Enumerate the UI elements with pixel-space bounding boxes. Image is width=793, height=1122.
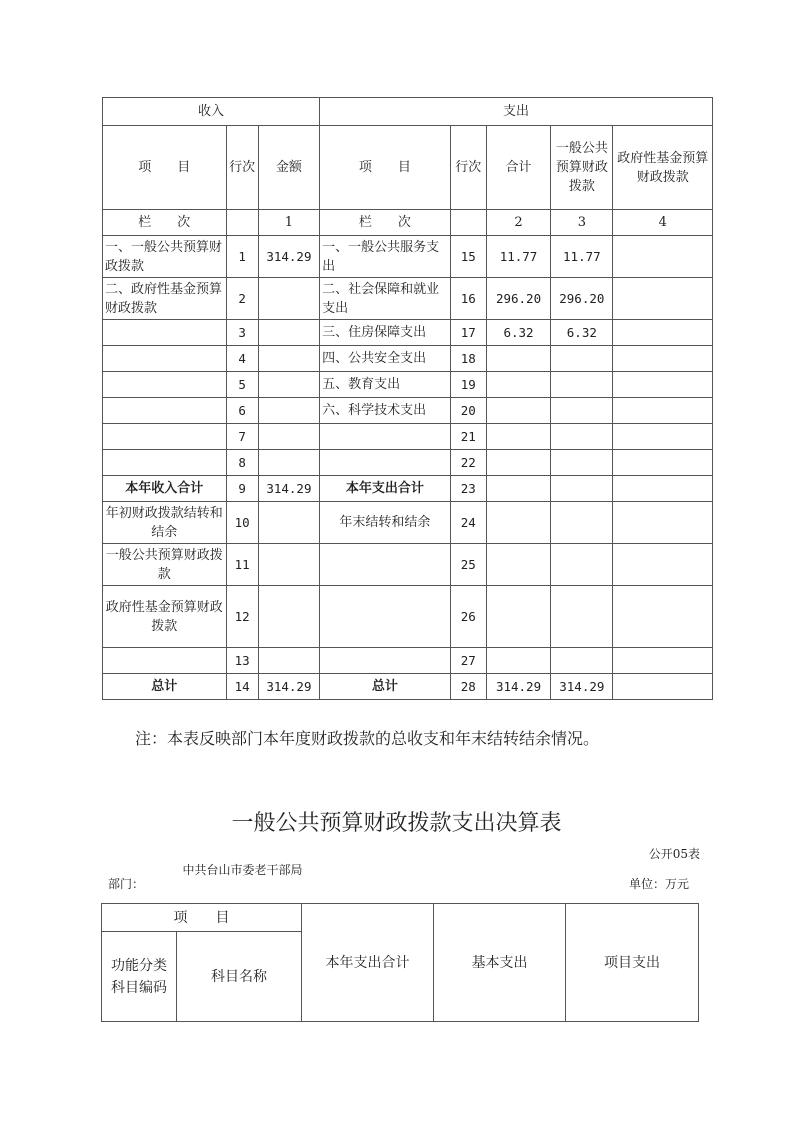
table-row xyxy=(103,372,713,398)
income-amount-cell: 314.29 xyxy=(258,674,319,700)
income-item-cell: 本年收入合计 xyxy=(103,476,227,502)
table-row xyxy=(103,502,713,544)
expense-total-cell xyxy=(486,502,550,544)
expense-fund-cell xyxy=(613,424,713,450)
income-item-cell: 一般公共预算财政拨款 xyxy=(103,544,227,586)
expense-item-cell xyxy=(320,586,451,648)
expense-general-cell xyxy=(551,544,613,586)
income-row-no-cell: 1 xyxy=(226,236,258,278)
col-header-year-total: 本年支出合计 xyxy=(302,904,434,1022)
income-amount-cell xyxy=(258,398,319,424)
income-item-cell: 政府性基金预算财政拨款 xyxy=(103,586,227,648)
income-item-cell xyxy=(103,346,227,372)
col-index-fund: 4 xyxy=(613,210,713,236)
expense-total-cell xyxy=(486,586,550,648)
expense-row-no-cell: 15 xyxy=(450,236,486,278)
expense-row-no-cell: 22 xyxy=(450,450,486,476)
income-amount-cell xyxy=(258,450,319,476)
table-row xyxy=(103,476,713,502)
expense-fund-cell xyxy=(613,476,713,502)
col-header-fund-budget: 政府性基金预算财政拨款 xyxy=(613,126,713,210)
income-amount-cell xyxy=(258,278,319,320)
expense-general-cell: 296.20 xyxy=(551,278,613,320)
expense-total-cell xyxy=(486,476,550,502)
income-row-no-cell: 4 xyxy=(226,346,258,372)
col-index-empty xyxy=(226,210,258,236)
expense-item-cell: 五、教育支出 xyxy=(320,372,451,398)
expense-general-cell xyxy=(551,372,613,398)
income-amount-cell: 314.29 xyxy=(258,476,319,502)
expense-row-no-cell: 27 xyxy=(450,648,486,674)
expense-fund-cell xyxy=(613,320,713,346)
income-row-no-cell: 13 xyxy=(226,648,258,674)
income-item-cell xyxy=(103,648,227,674)
expense-fund-cell xyxy=(613,674,713,700)
expense-total-cell xyxy=(486,450,550,476)
income-amount-cell xyxy=(258,372,319,398)
expense-item-cell xyxy=(320,424,451,450)
income-item-cell xyxy=(103,320,227,346)
expense-fund-cell xyxy=(613,398,713,424)
expense-fund-cell xyxy=(613,648,713,674)
table-row xyxy=(103,346,713,372)
income-row-no-cell: 10 xyxy=(226,502,258,544)
expense-row-no-cell: 23 xyxy=(450,476,486,502)
expense-general-cell xyxy=(551,398,613,424)
income-amount-cell xyxy=(258,320,319,346)
expense-row-no-cell: 18 xyxy=(450,346,486,372)
expense-item-cell: 本年支出合计 xyxy=(320,476,451,502)
expense-fund-cell xyxy=(613,450,713,476)
income-row-no-cell: 8 xyxy=(226,450,258,476)
income-item-cell xyxy=(103,372,227,398)
col-header-total: 合计 xyxy=(486,126,550,210)
expense-total-cell xyxy=(486,648,550,674)
table-row xyxy=(103,424,713,450)
col-header-basic-expense: 基本支出 xyxy=(434,904,566,1022)
expense-item-cell: 总计 xyxy=(320,674,451,700)
income-item-cell xyxy=(103,424,227,450)
col-header-amount: 金额 xyxy=(258,126,319,210)
expense-item-cell: 年末结转和结余 xyxy=(320,502,451,544)
col-header-subject-name: 科目名称 xyxy=(177,932,302,1022)
table-row xyxy=(103,544,713,586)
table-row xyxy=(103,450,713,476)
table-row xyxy=(103,648,713,674)
income-row-no-cell: 11 xyxy=(226,544,258,586)
col-index-general: 3 xyxy=(551,210,613,236)
section-title: 一般公共预算财政拨款支出决算表 xyxy=(231,811,562,836)
income-amount-cell xyxy=(258,648,319,674)
income-row-no-cell: 5 xyxy=(226,372,258,398)
expense-item-cell: 四、公共安全支出 xyxy=(320,346,451,372)
general-budget-expenditure-table xyxy=(101,903,699,1022)
expense-total-cell xyxy=(486,346,550,372)
unit-label: 单位：万元 xyxy=(628,877,689,891)
table-row xyxy=(103,674,713,700)
income-amount-cell xyxy=(258,502,319,544)
col-index-expense-label: 栏 次 xyxy=(320,210,451,236)
expense-item-cell: 二、社会保障和就业支出 xyxy=(320,278,451,320)
income-row-no-cell: 14 xyxy=(226,674,258,700)
expense-general-cell xyxy=(551,424,613,450)
col-index-amount: 1 xyxy=(258,210,319,236)
expense-row-no-cell: 26 xyxy=(450,586,486,648)
income-row-no-cell: 9 xyxy=(226,476,258,502)
col-index-empty xyxy=(450,210,486,236)
income-amount-cell xyxy=(258,424,319,450)
income-item-cell xyxy=(103,450,227,476)
expense-item-cell xyxy=(320,450,451,476)
expense-row-no-cell: 28 xyxy=(450,674,486,700)
income-header: 收入 xyxy=(103,98,320,126)
expense-header: 支出 xyxy=(320,98,713,126)
expense-general-cell xyxy=(551,450,613,476)
income-amount-cell xyxy=(258,346,319,372)
col-index-label: 栏 次 xyxy=(103,210,227,236)
expense-row-no-cell: 19 xyxy=(450,372,486,398)
expense-item-cell: 六、科学技术支出 xyxy=(320,398,451,424)
expense-general-cell xyxy=(551,476,613,502)
expense-general-cell: 11.77 xyxy=(551,236,613,278)
col-header-expense-item: 项 目 xyxy=(320,126,451,210)
expense-total-cell: 11.77 xyxy=(486,236,550,278)
income-row-no-cell: 2 xyxy=(226,278,258,320)
col-header-income-item: 项 目 xyxy=(103,126,227,210)
income-row-no-cell: 3 xyxy=(226,320,258,346)
income-row-no-cell: 7 xyxy=(226,424,258,450)
income-item-cell: 年初财政拨款结转和结余 xyxy=(103,502,227,544)
department-name: 中共台山市委老干部局 xyxy=(182,863,303,877)
form-number: 公开05表 xyxy=(648,847,700,861)
expense-total-cell: 6.32 xyxy=(486,320,550,346)
col-index-total: 2 xyxy=(486,210,550,236)
table-row xyxy=(103,398,713,424)
expense-general-cell xyxy=(551,346,613,372)
income-amount-cell: 314.29 xyxy=(258,236,319,278)
income-amount-cell xyxy=(258,586,319,648)
expense-total-cell xyxy=(486,424,550,450)
col-header-expense-row-no: 行次 xyxy=(450,126,486,210)
expense-row-no-cell: 25 xyxy=(450,544,486,586)
income-amount-cell xyxy=(258,544,319,586)
table-note: 注：本表反映部门本年度财政拨款的总收支和年末结转结余情况。 xyxy=(135,729,600,748)
expense-fund-cell xyxy=(613,586,713,648)
col-header-general-budget: 一般公共预算财政拨款 xyxy=(551,126,613,210)
col-header-income-row-no: 行次 xyxy=(226,126,258,210)
expense-total-cell xyxy=(486,544,550,586)
income-item-cell: 总计 xyxy=(103,674,227,700)
fiscal-appropriation-summary-table xyxy=(102,97,713,700)
income-item-cell: 二、政府性基金预算财政拨款 xyxy=(103,278,227,320)
expense-fund-cell xyxy=(613,278,713,320)
expense-row-no-cell: 24 xyxy=(450,502,486,544)
department-label: 部门： xyxy=(108,877,145,891)
expense-general-cell: 6.32 xyxy=(551,320,613,346)
col-header-function-code: 功能分类科目编码 xyxy=(102,932,177,1022)
expense-item-cell xyxy=(320,648,451,674)
col-header-project-expense: 项目支出 xyxy=(566,904,699,1022)
income-item-cell: 一、一般公共预算财政拨款 xyxy=(103,236,227,278)
table-row xyxy=(103,236,713,278)
expense-total-cell xyxy=(486,372,550,398)
expense-row-no-cell: 17 xyxy=(450,320,486,346)
expense-fund-cell xyxy=(613,372,713,398)
table-row xyxy=(103,586,713,648)
expense-total-cell: 296.20 xyxy=(486,278,550,320)
expense-total-cell: 314.29 xyxy=(486,674,550,700)
expense-general-cell xyxy=(551,502,613,544)
expense-item-cell xyxy=(320,544,451,586)
expense-row-no-cell: 20 xyxy=(450,398,486,424)
expense-fund-cell xyxy=(613,502,713,544)
expense-item-cell: 一、一般公共服务支出 xyxy=(320,236,451,278)
table-row xyxy=(103,278,713,320)
expense-general-cell xyxy=(551,648,613,674)
income-item-cell xyxy=(103,398,227,424)
col-header-item: 项 目 xyxy=(102,904,302,932)
expense-fund-cell xyxy=(613,236,713,278)
expense-general-cell: 314.29 xyxy=(551,674,613,700)
table-row xyxy=(103,320,713,346)
income-row-no-cell: 12 xyxy=(226,586,258,648)
expense-total-cell xyxy=(486,398,550,424)
expense-item-cell: 三、住房保障支出 xyxy=(320,320,451,346)
expense-fund-cell xyxy=(613,346,713,372)
expense-row-no-cell: 16 xyxy=(450,278,486,320)
income-row-no-cell: 6 xyxy=(226,398,258,424)
expense-row-no-cell: 21 xyxy=(450,424,486,450)
expense-fund-cell xyxy=(613,544,713,586)
expense-general-cell xyxy=(551,586,613,648)
